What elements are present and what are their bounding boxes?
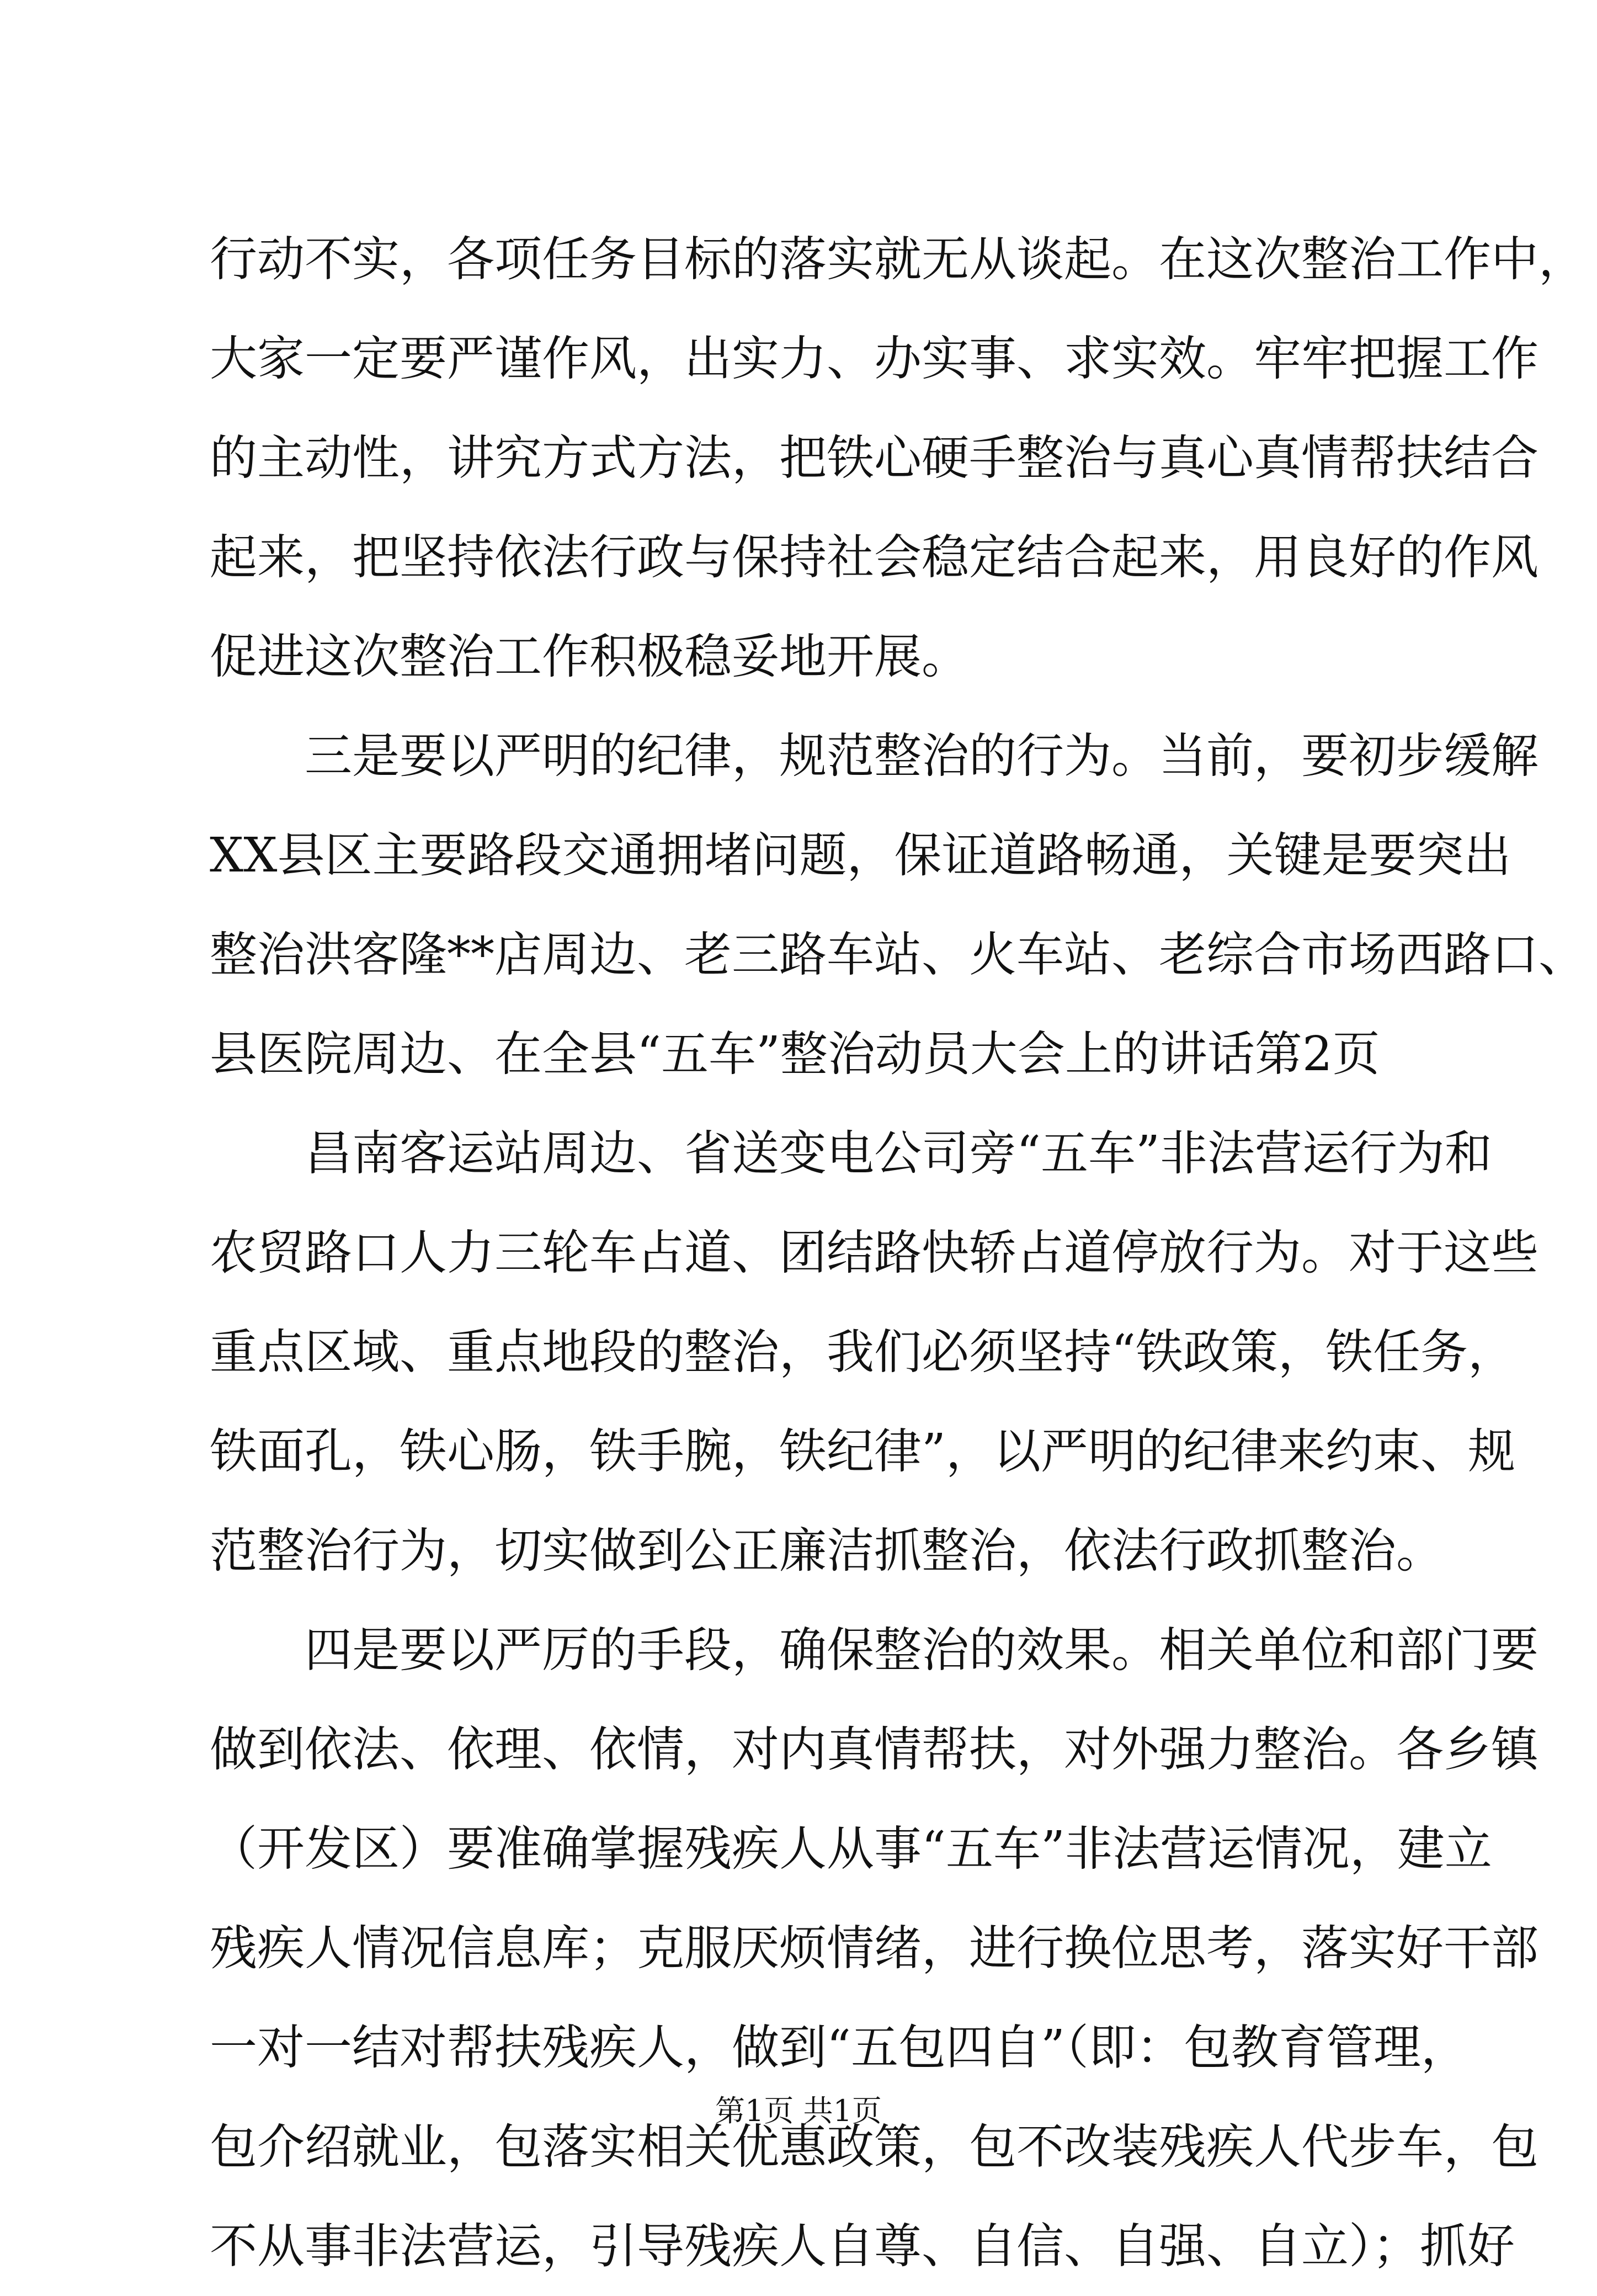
text-line: 重点区域、重点地段的整治，我们必须坚持“铁政策，铁任务， [210, 1325, 1515, 1380]
text-line: 范整治行为，切实做到公正廉洁抓整治，依法行政抓整治。 [210, 1523, 1444, 1578]
text-line: XX县区主要路段交通拥堵问题，保证道路畅通，关键是要突出 [210, 828, 1511, 883]
text-line: 大家一定要严谨作风，出实力、办实事、求实效。牢牢把握工作 [210, 331, 1539, 386]
text-line: 铁面孔，铁心肠，铁手腕，铁纪律”，以严明的纪律来约束、规 [210, 1424, 1515, 1479]
paragraph-start-line: 三是要以严明的纪律，规范整治的行为。当前，要初步缓解 [305, 729, 1539, 784]
text-line: 一对一结对帮扶残疾人，做到“五包四自”（即：包教育管理， [210, 2020, 1468, 2075]
text-line: 包介绍就业，包落实相关优惠政策，包不改装残疾人代步车，包 [210, 2119, 1539, 2175]
paragraph-start-line: 四是要以严厉的手段，确保整治的效果。相关单位和部门要 [305, 1623, 1539, 1678]
text-line: 起来，把坚持依法行政与保持社会稳定结合起来，用良好的作风 [210, 530, 1539, 585]
text-line: 县医院周边、在全县“五车”整治动员大会上的讲话第2页 [210, 1027, 1380, 1082]
text-line: 行动不实，各项任务目标的落实就无从谈起。在这次整治工作中， [210, 232, 1586, 287]
page-number-label: 第1页 共1页 [715, 2093, 882, 2128]
text-line: 不从事非法营运，引导残疾人自尊、自信、自强、自立）；抓好 [210, 2219, 1515, 2274]
text-line: 促进这次整治工作积极稳妥地开展。 [210, 629, 969, 684]
text-line: 的主动性，讲究方式方法，把铁心硬手整治与真心真情帮扶结合 [210, 431, 1539, 486]
paragraph-start-line: 昌南客运站周边、省送变电公司旁“五车”非法营运行为和 [305, 1126, 1492, 1181]
page-footer [0, 2092, 1597, 2130]
text-line: 残疾人情况信息库；克服厌烦情绪，进行换位思考，落实好干部 [210, 1921, 1539, 1976]
text-line: （开发区）要准确掌握残疾人从事“五车”非法营运情况，建立 [210, 1821, 1492, 1877]
text-line: 整治洪客隆**店周边、老三路车站、火车站、老综合市场西路口、 [210, 927, 1586, 982]
body-text [210, 210, 1586, 2296]
text-line: 做到依法、依理、依情，对内真情帮扶，对外强力整治。各乡镇 [210, 1722, 1539, 1777]
text-line: 农贸路口人力三轮车占道、团结路快轿占道停放行为。对于这些 [210, 1225, 1539, 1280]
